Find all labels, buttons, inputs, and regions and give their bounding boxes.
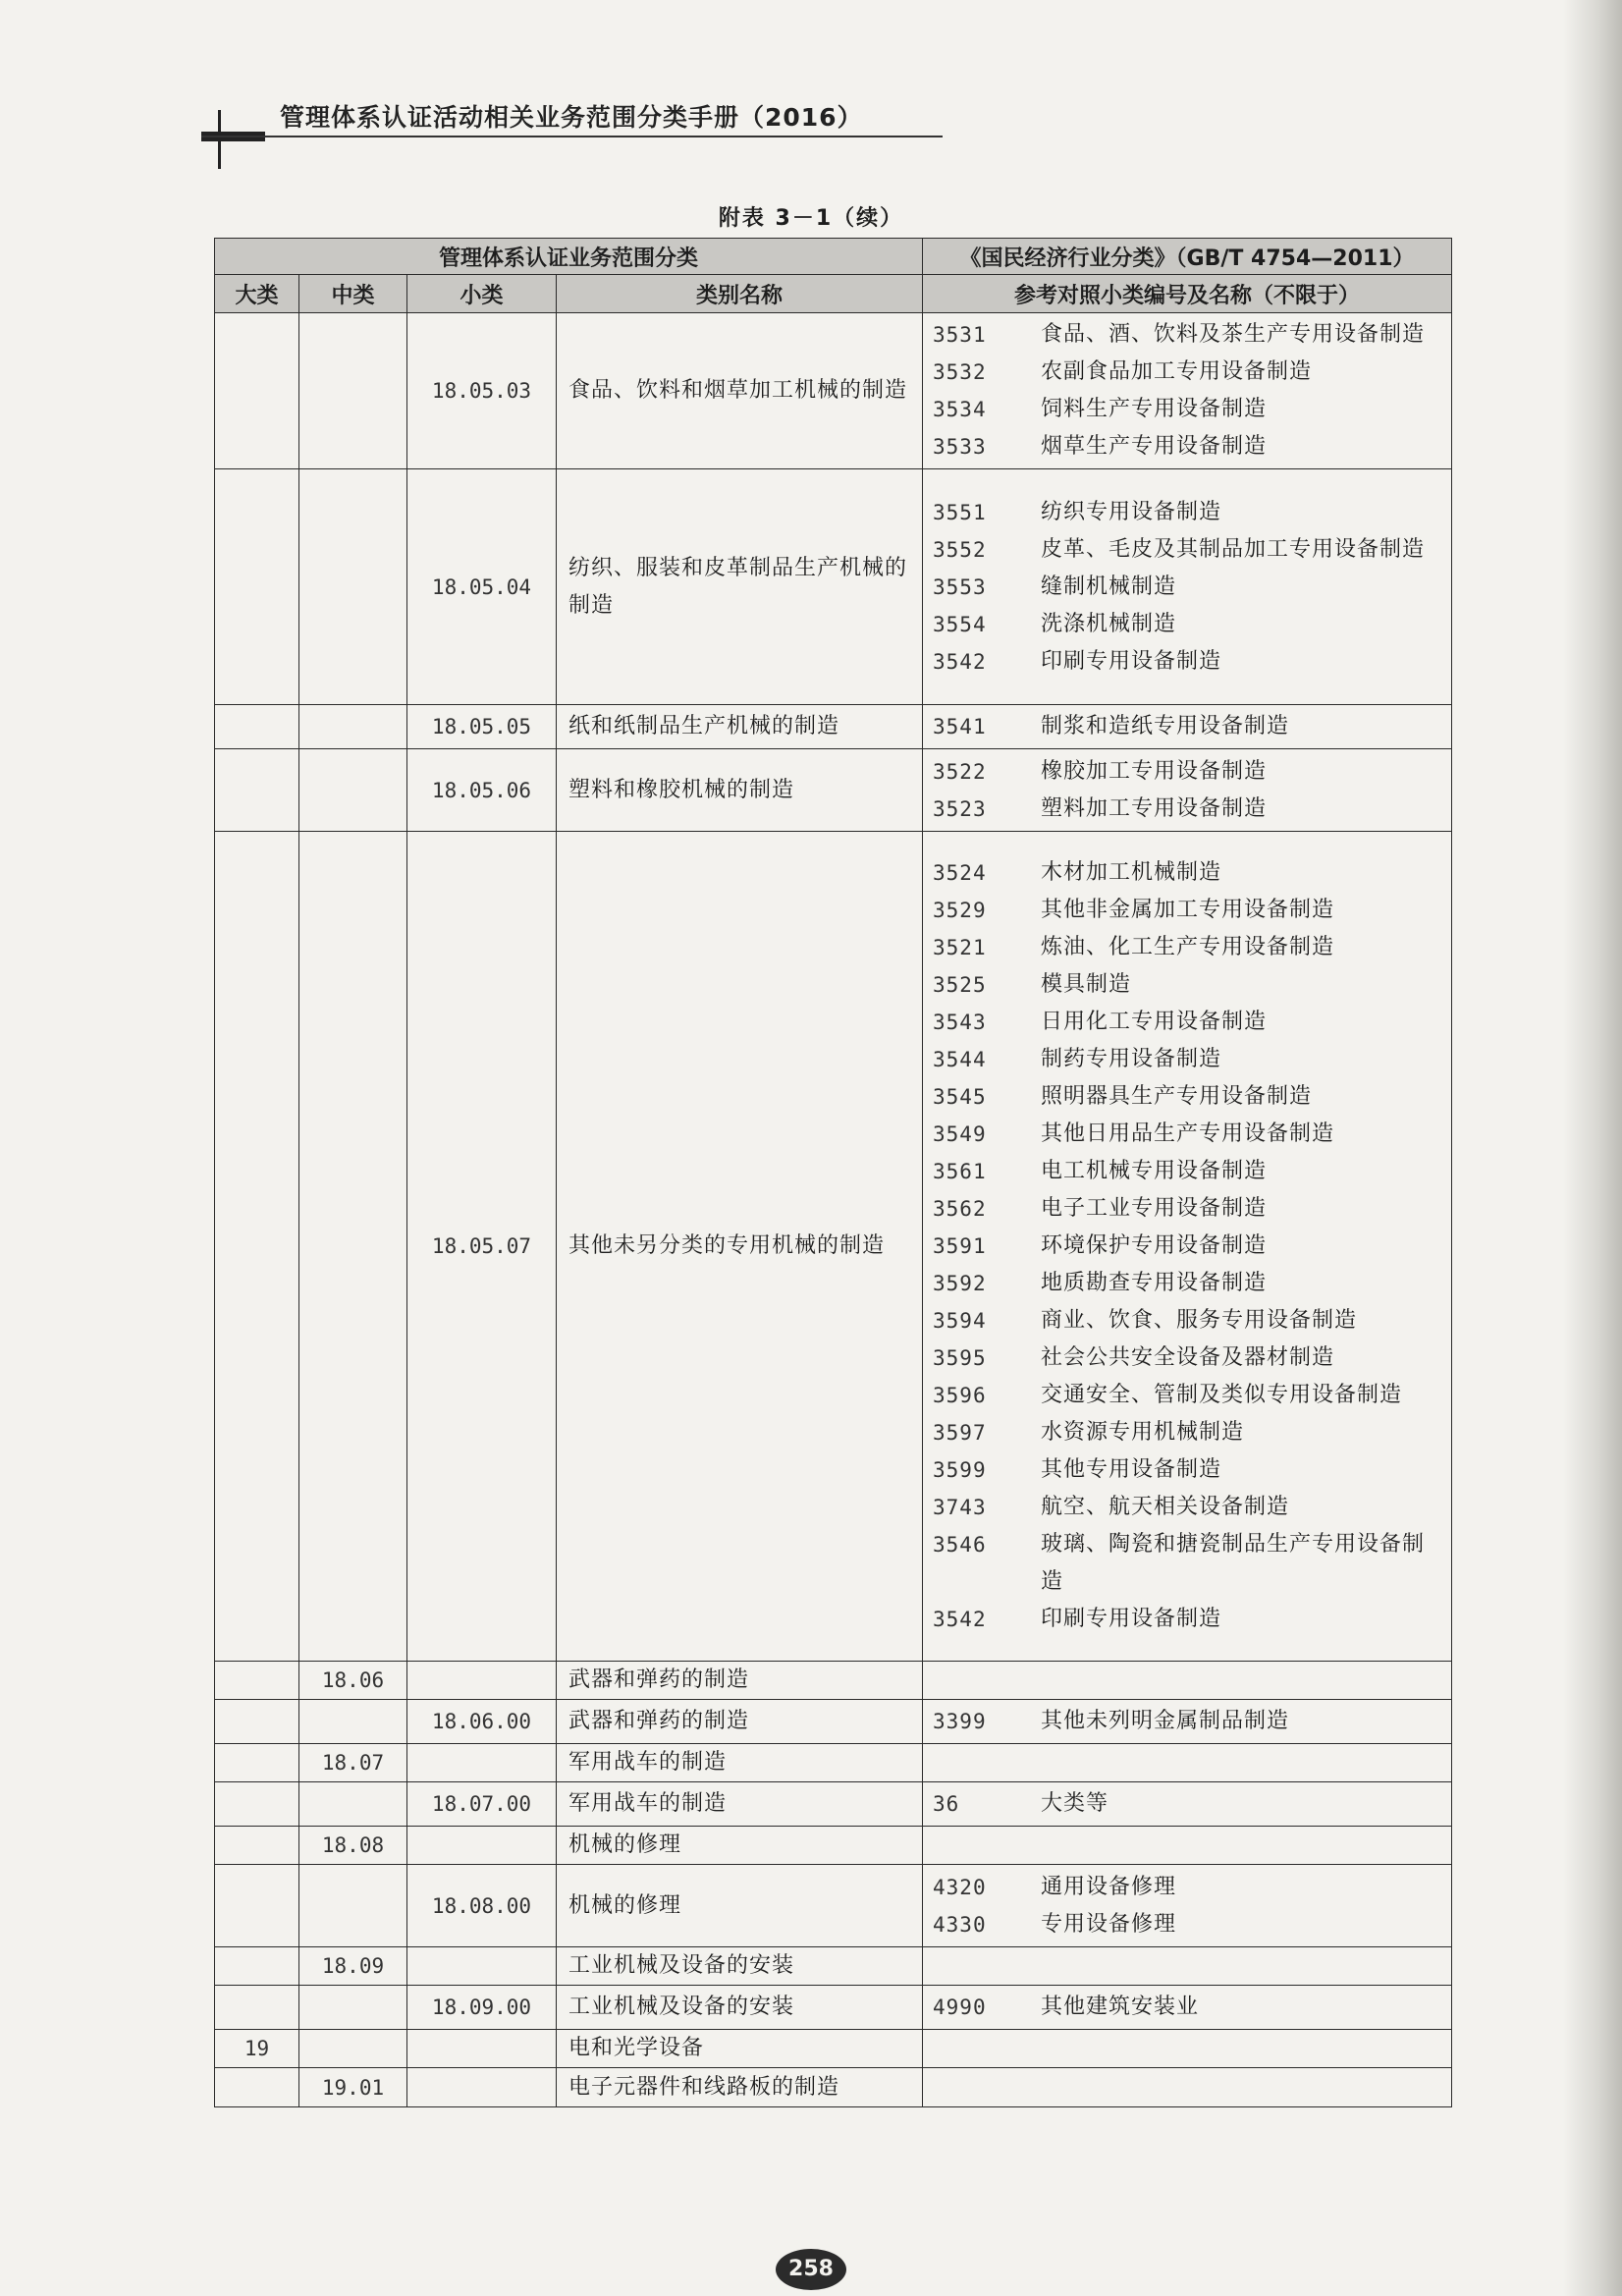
reference-code: 3553 [933, 574, 987, 599]
major-code [215, 1782, 299, 1827]
reference-list [923, 705, 1452, 749]
classification-table [214, 238, 1452, 2107]
reference-item [933, 966, 1445, 1004]
reference-name: 烟草生产专用设备制造 [1041, 434, 1268, 459]
running-header: 管理体系认证活动相关业务范围分类手册（2016） [280, 103, 863, 132]
major-code [215, 1986, 299, 2030]
major-code [215, 749, 299, 832]
reference-code: 3534 [933, 398, 987, 421]
reference-item [933, 1116, 1445, 1153]
reference-name: 塑料加工专用设备制造 [1041, 795, 1268, 821]
reference-item [933, 1785, 1445, 1823]
reference-item [933, 892, 1445, 929]
reference-list [923, 1700, 1452, 1744]
reference-name: 环境保护专用设备制造 [1041, 1233, 1268, 1258]
reference-code: 3551 [933, 500, 987, 524]
reference-list [923, 832, 1452, 1662]
category-name: 食品、饮料和烟草加工机械的制造 [557, 313, 923, 469]
middle-code [299, 1865, 407, 1947]
reference-item [933, 753, 1445, 791]
table-caption: 附表 3－1（续） [718, 206, 904, 231]
middle-code [299, 749, 407, 832]
minor-code: 18.06.00 [407, 1700, 557, 1744]
reference-name: 印刷专用设备制造 [1041, 648, 1222, 674]
reference-name: 照明器具生产专用设备制造 [1041, 1084, 1313, 1109]
reference-code: 4330 [933, 1912, 987, 1937]
middle-code: 18.07 [299, 1744, 407, 1782]
minor-code [407, 2030, 557, 2068]
table-row [215, 1827, 1452, 1865]
reference-name: 商业、饮食、服务专用设备制造 [1041, 1308, 1358, 1333]
reference-code: 3522 [933, 759, 987, 784]
table-row [215, 705, 1452, 749]
category-name: 武器和弹药的制造 [557, 1662, 923, 1700]
reference-code: 3599 [933, 1458, 987, 1482]
category-name: 机械的修理 [557, 1865, 923, 1947]
table-row [215, 2030, 1452, 2068]
header-minor: 小类 [407, 275, 557, 313]
reference-item [933, 1078, 1445, 1116]
reference-name: 日用化工专用设备制造 [1041, 1010, 1268, 1034]
reference-name: 交通安全、管制及类似专用设备制造 [1041, 1383, 1403, 1407]
reference-item [933, 391, 1445, 428]
middle-code: 19.01 [299, 2068, 407, 2107]
reference-code: 3542 [933, 1608, 987, 1631]
reference-list [923, 1662, 1452, 1700]
reference-item [933, 1989, 1445, 2026]
major-code [215, 313, 299, 469]
category-name: 军用战车的制造 [557, 1782, 923, 1827]
major-code [215, 1662, 299, 1700]
header-middle: 中类 [299, 275, 407, 313]
reference-name: 模具制造 [1041, 972, 1132, 997]
minor-code [407, 1744, 557, 1782]
reference-list [923, 1827, 1452, 1865]
reference-list [923, 2068, 1452, 2107]
reference-name: 农副食品加工专用设备制造 [1041, 359, 1313, 384]
reference-list [923, 2030, 1452, 2068]
middle-code [299, 313, 407, 469]
minor-code: 18.05.04 [407, 469, 557, 705]
minor-code [407, 1662, 557, 1700]
minor-code: 18.09.00 [407, 1986, 557, 2030]
reference-item [933, 791, 1445, 828]
table-row [215, 313, 1452, 469]
reference-item [933, 1377, 1445, 1414]
reference-code: 3596 [933, 1384, 987, 1407]
reference-item [933, 316, 1445, 354]
reference-code: 3533 [933, 435, 987, 459]
minor-code: 18.05.03 [407, 313, 557, 469]
reference-item [933, 428, 1445, 465]
reference-code: 3597 [933, 1421, 987, 1445]
reference-item [933, 494, 1445, 531]
header-major: 大类 [215, 275, 299, 313]
reference-name: 专用设备修理 [1041, 1911, 1177, 1937]
reference-code: 3592 [933, 1272, 987, 1295]
reference-name: 大类等 [1041, 1791, 1109, 1816]
reference-list [923, 1865, 1452, 1947]
reference-name: 缝制机械制造 [1041, 574, 1177, 599]
category-name: 工业机械及设备的安装 [557, 1947, 923, 1986]
reference-name: 社会公共安全设备及器材制造 [1041, 1345, 1335, 1370]
reference-name: 木材加工机械制造 [1041, 860, 1222, 885]
header-ref: 参考对照小类编号及名称（不限于） [923, 275, 1452, 313]
middle-code: 18.08 [299, 1827, 407, 1865]
major-code [215, 1827, 299, 1865]
reference-item [933, 1004, 1445, 1041]
middle-code [299, 469, 407, 705]
reference-list [923, 313, 1452, 469]
reference-name: 皮革、毛皮及其制品加工专用设备制造 [1041, 536, 1426, 562]
page-edge-shadow [1563, 0, 1622, 2296]
reference-code: 3532 [933, 360, 987, 384]
minor-code: 18.05.05 [407, 705, 557, 749]
major-code [215, 1744, 299, 1782]
reference-item [933, 1906, 1445, 1943]
category-name: 塑料和橡胶机械的制造 [557, 749, 923, 832]
reference-code: 3529 [933, 899, 987, 922]
reference-name: 橡胶加工专用设备制造 [1041, 758, 1268, 784]
minor-code [407, 2068, 557, 2107]
reference-list [923, 1744, 1452, 1782]
reference-item [933, 1339, 1445, 1377]
reference-code: 3399 [933, 1710, 987, 1733]
table-row [215, 1744, 1452, 1782]
header-group-left: 管理体系认证业务范围分类 [215, 239, 923, 275]
reference-code: 3562 [933, 1197, 987, 1221]
middle-code [299, 1700, 407, 1744]
category-name: 纺织、服装和皮革制品生产机械的制造 [557, 469, 923, 705]
reference-name: 水资源专用机械制造 [1041, 1420, 1245, 1445]
reference-item [933, 1703, 1445, 1740]
reference-item [933, 606, 1445, 643]
reference-code: 3743 [933, 1496, 987, 1519]
reference-code: 3549 [933, 1122, 987, 1146]
reference-code: 3542 [933, 649, 987, 674]
reference-item [933, 1265, 1445, 1302]
major-code [215, 1865, 299, 1947]
table-row [215, 1986, 1452, 2030]
reference-item [933, 1153, 1445, 1190]
reference-code: 3531 [933, 323, 987, 347]
reference-name: 航空、航天相关设备制造 [1041, 1495, 1290, 1519]
reference-item [933, 1228, 1445, 1265]
reference-name: 洗涤机械制造 [1041, 611, 1177, 636]
reference-name: 其他未列明金属制品制造 [1041, 1709, 1290, 1733]
reference-list [923, 1782, 1452, 1827]
reference-name: 玻璃、陶瓷和搪瓷制品生产专用设备制造 [1041, 1532, 1426, 1594]
reference-code: 3524 [933, 861, 987, 885]
reference-item [933, 1041, 1445, 1078]
table-row [215, 1947, 1452, 1986]
reference-name: 纺织专用设备制造 [1041, 499, 1222, 524]
reference-item [933, 1869, 1445, 1906]
major-code [215, 2068, 299, 2107]
reference-item [933, 1489, 1445, 1526]
minor-code: 18.08.00 [407, 1865, 557, 1947]
reference-list [923, 1986, 1452, 2030]
reference-code: 3552 [933, 537, 987, 562]
reference-item [933, 643, 1445, 681]
reference-name: 制药专用设备制造 [1041, 1047, 1222, 1071]
header-group-right: 《国民经济行业分类》（GB/T 4754—2011） [923, 239, 1452, 275]
reference-item [933, 1190, 1445, 1228]
reference-name: 电工机械专用设备制造 [1041, 1159, 1268, 1183]
reference-name: 其他非金属加工专用设备制造 [1041, 898, 1335, 922]
category-name: 工业机械及设备的安装 [557, 1986, 923, 2030]
reference-code: 3561 [933, 1160, 987, 1183]
table-row [215, 1662, 1452, 1700]
reference-item [933, 708, 1445, 745]
reference-item [933, 1601, 1445, 1638]
reference-name: 制浆和造纸专用设备制造 [1041, 714, 1290, 738]
major-code [215, 705, 299, 749]
reference-code: 3521 [933, 936, 987, 959]
reference-code: 3544 [933, 1048, 987, 1071]
reference-name: 电子工业专用设备制造 [1041, 1196, 1268, 1221]
middle-code [299, 1986, 407, 2030]
category-name: 其他未另分类的专用机械的制造 [557, 832, 923, 1662]
minor-code: 18.05.07 [407, 832, 557, 1662]
reference-code: 4990 [933, 1995, 987, 2019]
reference-name: 其他日用品生产专用设备制造 [1041, 1121, 1335, 1146]
category-name: 军用战车的制造 [557, 1744, 923, 1782]
reference-item [933, 1414, 1445, 1451]
major-code [215, 832, 299, 1662]
reference-code: 36 [933, 1792, 960, 1816]
table-row [215, 2068, 1452, 2107]
reference-item [933, 569, 1445, 606]
middle-code [299, 2030, 407, 2068]
reference-code: 3525 [933, 973, 987, 997]
category-name: 电子元器件和线路板的制造 [557, 2068, 923, 2107]
table-row [215, 1700, 1452, 1744]
major-code [215, 1947, 299, 1986]
minor-code [407, 1947, 557, 1986]
reference-item [933, 354, 1445, 391]
major-code: 19 [215, 2030, 299, 2068]
category-name: 武器和弹药的制造 [557, 1700, 923, 1744]
reference-code: 3541 [933, 715, 987, 738]
reference-name: 地质勘查专用设备制造 [1041, 1271, 1268, 1295]
header-name: 类别名称 [557, 275, 923, 313]
minor-code: 18.07.00 [407, 1782, 557, 1827]
reference-name: 其他专用设备制造 [1041, 1457, 1222, 1482]
reference-item [933, 531, 1445, 569]
reference-name: 炼油、化工生产专用设备制造 [1041, 935, 1335, 959]
page-number: 258 [776, 2249, 846, 2290]
table-row [215, 469, 1452, 705]
reference-code: 3545 [933, 1085, 987, 1109]
reference-code: 4320 [933, 1875, 987, 1899]
reference-list [923, 1947, 1452, 1986]
reference-item [933, 854, 1445, 892]
reference-name: 饲料生产专用设备制造 [1041, 397, 1268, 421]
reference-item [933, 1302, 1445, 1339]
reference-code: 3523 [933, 796, 987, 821]
table-row [215, 832, 1452, 1662]
reference-list [923, 469, 1452, 705]
reference-name: 食品、酒、饮料及茶生产专用设备制造 [1041, 322, 1426, 347]
reference-name: 其他建筑安装业 [1041, 1995, 1200, 2019]
minor-code: 18.05.06 [407, 749, 557, 832]
middle-code: 18.09 [299, 1947, 407, 1986]
major-code [215, 1700, 299, 1744]
reference-name: 通用设备修理 [1041, 1874, 1177, 1899]
reference-code: 3591 [933, 1234, 987, 1258]
reference-item [933, 1451, 1445, 1489]
category-name: 电和光学设备 [557, 2030, 923, 2068]
reference-code: 3595 [933, 1346, 987, 1370]
reference-code: 3546 [933, 1533, 987, 1557]
table-row [215, 749, 1452, 832]
reference-code: 3594 [933, 1309, 987, 1333]
header-rule [201, 136, 943, 137]
minor-code [407, 1827, 557, 1865]
middle-code [299, 1782, 407, 1827]
category-name: 纸和纸制品生产机械的制造 [557, 705, 923, 749]
middle-code [299, 705, 407, 749]
reference-name: 印刷专用设备制造 [1041, 1607, 1222, 1631]
middle-code [299, 832, 407, 1662]
reference-code: 3543 [933, 1011, 987, 1034]
reference-item [933, 929, 1445, 966]
reference-code: 3554 [933, 612, 987, 636]
table-row [215, 1782, 1452, 1827]
reference-item [933, 1526, 1445, 1601]
table-body [215, 313, 1452, 2107]
category-name: 机械的修理 [557, 1827, 923, 1865]
reference-list [923, 749, 1452, 832]
table-row [215, 1865, 1452, 1947]
major-code [215, 469, 299, 705]
middle-code: 18.06 [299, 1662, 407, 1700]
